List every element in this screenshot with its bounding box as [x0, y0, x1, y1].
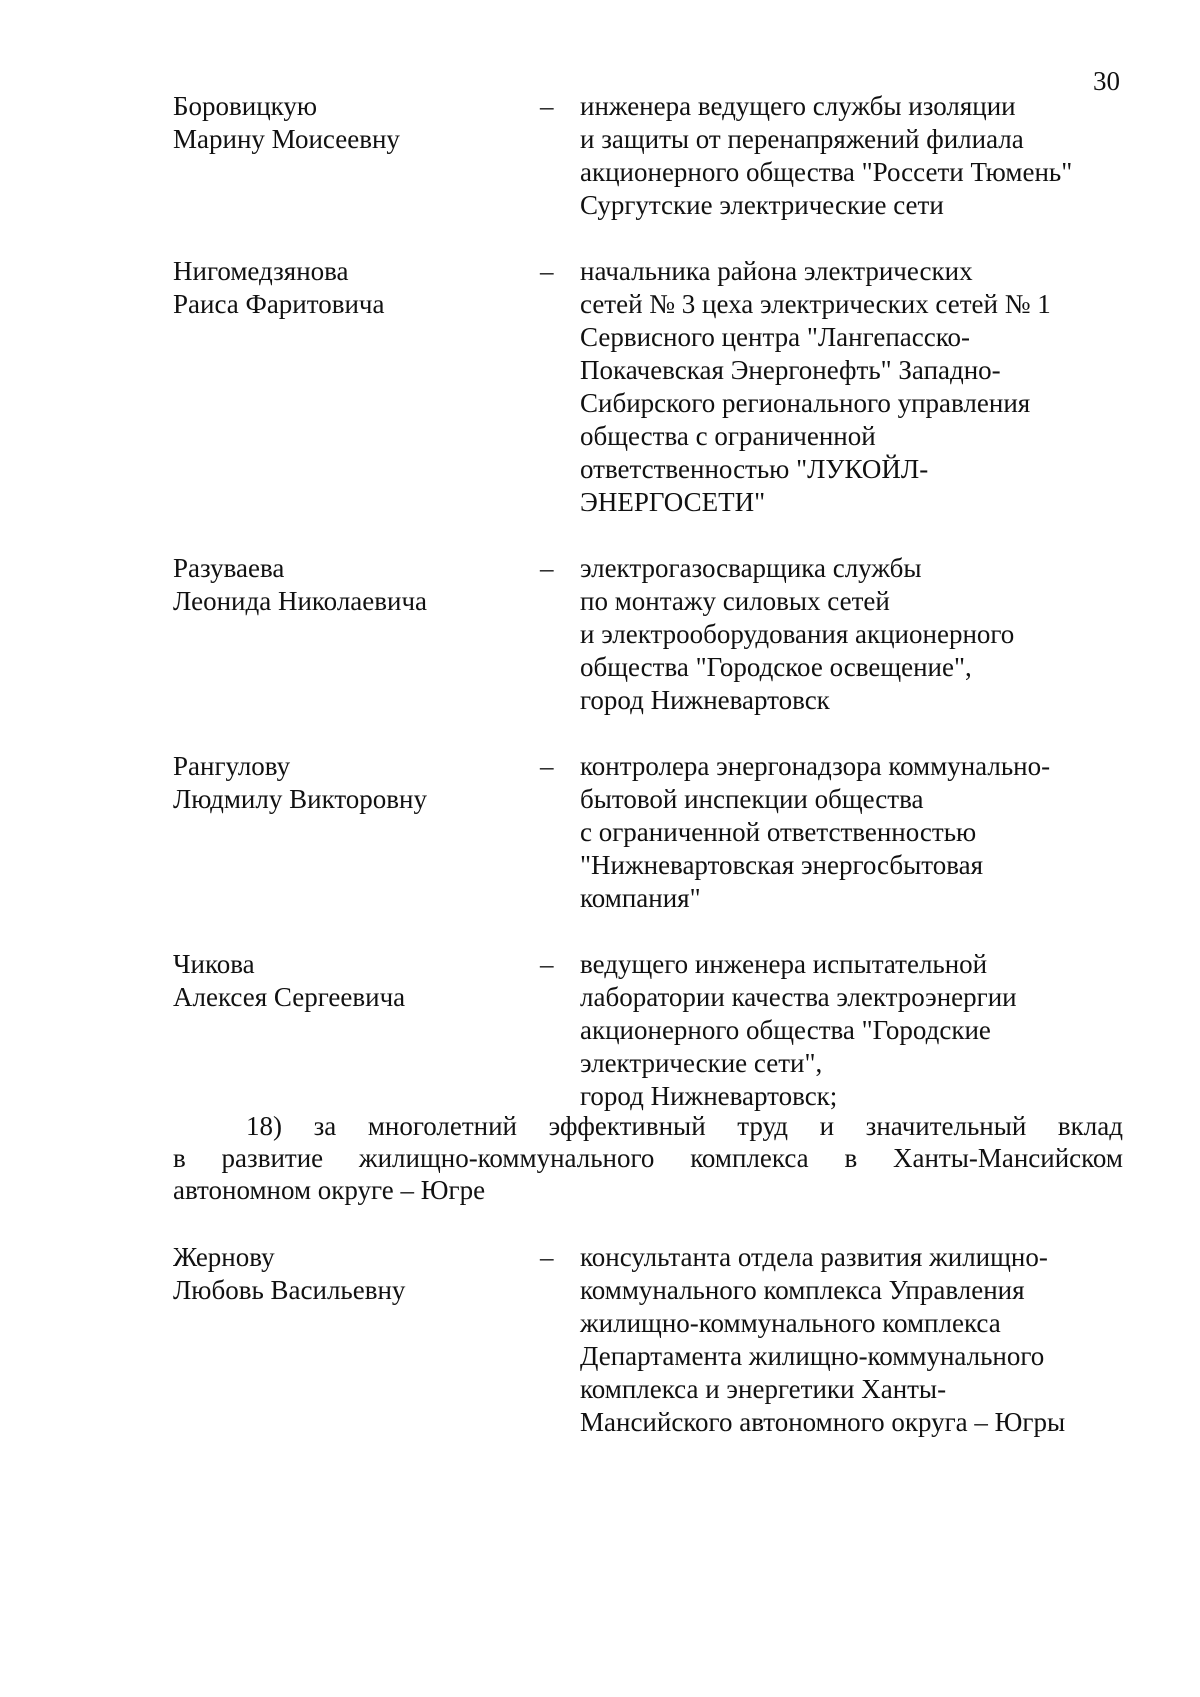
person-name-line: Марину Моисеевну [173, 124, 400, 154]
page-number: 30 [1093, 66, 1120, 96]
position-line: Покачевская Энергонефть" Западно- [580, 355, 1001, 385]
award-list-housing [173, 1241, 1133, 1439]
award-entry [173, 90, 1133, 222]
position-line: ЭНЕРГОСЕТИ" [580, 487, 766, 517]
position-line: Департамента жилищно-коммунального [580, 1341, 1045, 1371]
person-name-line: Разуваева [173, 553, 285, 583]
position-line: Мансийского автономного округа – Югры [580, 1407, 1066, 1437]
person-name-line: Боровицкую [173, 91, 318, 121]
award-entry [173, 1241, 1133, 1439]
person-name [173, 1241, 540, 1307]
paragraph-line: 18) за многолетний эффективный труд и значительный вклад [246, 1111, 1123, 1141]
position-line: общества "Городское освещение", [580, 652, 972, 682]
award-entry [173, 750, 1133, 915]
position-line: сетей № 3 цеха электрических сетей № 1 [580, 289, 1051, 319]
position-line: акционерного общества "Россети Тюмень" [580, 157, 1073, 187]
person-name [173, 750, 540, 816]
award-entry [173, 948, 1133, 1113]
person-name [173, 255, 540, 321]
dash-separator: – [540, 949, 554, 979]
paragraph-line: автономном округе – Югре [173, 1175, 486, 1205]
position-line: начальника района электрических [580, 256, 973, 286]
position-line: комплекса и энергетики Ханты- [580, 1374, 947, 1404]
person-name-line: Жернову [173, 1242, 275, 1272]
position-line: контролера энергонадзора коммунально- [580, 751, 1051, 781]
award-list [173, 90, 1133, 1113]
person-position [580, 1241, 1120, 1439]
position-line: акционерного общества "Городские [580, 1015, 991, 1045]
position-line: Сургутские электрические сети [580, 190, 944, 220]
position-line: Сибирского регионального управления [580, 388, 1031, 418]
position-line: жилищно-коммунального комплекса [580, 1308, 1001, 1338]
person-name-line: Нигомедзянова [173, 256, 349, 286]
position-line: общества с ограниченной [580, 421, 876, 451]
position-line: город Нижневартовск; [580, 1081, 838, 1111]
person-position [580, 750, 1120, 915]
position-line: и защиты от перенапряжений филиала [580, 124, 1024, 154]
dash-separator: – [540, 1242, 554, 1272]
position-line: и электрооборудования акционерного [580, 619, 1015, 649]
person-name-line: Леонида Николаевича [173, 586, 428, 616]
position-line: с ограниченной ответственностью [580, 817, 977, 847]
position-line: электрогазосварщика службы [580, 553, 922, 583]
person-name-line: Рангулову [173, 751, 291, 781]
dash-separator: – [540, 751, 554, 781]
position-line: по монтажу силовых сетей [580, 586, 890, 616]
person-name-line: Чикова [173, 949, 255, 979]
position-line: инженера ведущего службы изоляции [580, 91, 1016, 121]
paragraph-line: в развитие жилищно-коммунального комплекса в Ханты-Мансийском [173, 1143, 1123, 1173]
person-position [580, 90, 1120, 222]
dash-separator: – [540, 553, 554, 583]
position-line: электрические сети", [580, 1048, 823, 1078]
person-name-line: Раиса Фаритовича [173, 289, 385, 319]
award-entry [173, 255, 1133, 519]
position-line: консультанта отдела развития жилищно- [580, 1242, 1048, 1272]
position-line: бытовой инспекции общества [580, 784, 924, 814]
person-position [580, 948, 1120, 1113]
dash-separator: – [540, 91, 554, 121]
person-name-line: Любовь Васильевну [173, 1275, 406, 1305]
person-name [173, 552, 540, 618]
position-line: ответственностью "ЛУКОЙЛ- [580, 454, 929, 484]
position-line: лаборатории качества электроэнергии [580, 982, 1017, 1012]
position-line: "Нижневартовская энергосбытовая [580, 850, 983, 880]
position-line: компания" [580, 883, 701, 913]
position-line: город Нижневартовск [580, 685, 830, 715]
award-entry [173, 552, 1133, 717]
person-name [173, 90, 540, 156]
person-name-line: Алексея Сергеевича [173, 982, 406, 1012]
person-position [580, 255, 1120, 519]
dash-separator: – [540, 256, 554, 286]
person-name [173, 948, 540, 1014]
person-name-line: Людмилу Викторовну [173, 784, 427, 814]
position-line: коммунального комплекса Управления [580, 1275, 1025, 1305]
award-category-paragraph [173, 1110, 1123, 1206]
position-line: Сервисного центра "Лангепасско- [580, 322, 970, 352]
position-line: ведущего инженера испытательной [580, 949, 988, 979]
person-position [580, 552, 1120, 717]
